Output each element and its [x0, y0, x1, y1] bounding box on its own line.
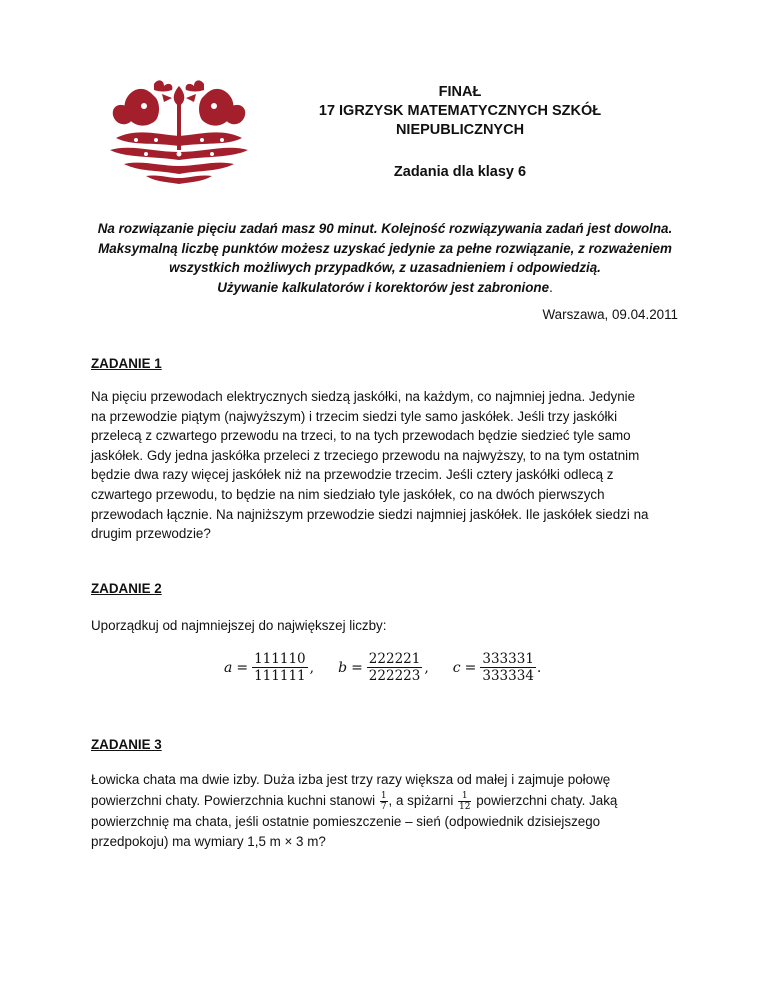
calculator-ban-text: Używanie kalkulatorów i korektorów jest zabronione: [217, 279, 550, 295]
fraction-denominator: 222223: [368, 668, 421, 684]
equals-sign: =: [236, 659, 249, 676]
fractions-formula: [224, 651, 541, 684]
fraction-numerator: 1: [461, 790, 468, 801]
wycinanka-roosters-icon: [106, 76, 252, 184]
task-1-line: przewodach łącznie. Na najniższym przewodzie siedzi najmniej jaskółek. Ile jaskółek siedzi na: [91, 506, 649, 522]
instructions-line-4: [82, 278, 688, 298]
task-1-line: drugim przewodzie?: [91, 526, 211, 542]
fraction-one-seventh: [380, 791, 388, 812]
task-2-text: Uporządkuj od najmniejszej do największej liczby:: [91, 618, 387, 633]
fraction-separator: ,: [424, 659, 429, 676]
task-3-line: [91, 791, 691, 812]
task-2-heading: ZADANIE 2: [91, 581, 162, 596]
instructions: [82, 219, 688, 297]
task-3-text: [91, 770, 691, 853]
fraction-separator: ,: [309, 659, 315, 676]
instructions-line-3: wszystkich możliwych przypadków, z uzasadnieniem i odpowiedzią.: [169, 260, 601, 275]
task-1-text: [91, 387, 691, 544]
instructions-line-1: Na rozwiązanie pięciu zadań masz 90 minut. Kolejność rozwiązywania zadań jest dowolna.: [97, 221, 673, 236]
fraction-denominator: 111111: [254, 668, 306, 684]
fraction-var-a: a: [224, 659, 233, 676]
fraction-var-c: c: [452, 659, 461, 676]
title-line-3: NIEPUBLICZNYCH: [395, 122, 525, 138]
instructions-line-2: Maksymalną liczbę punktów możesz uzyskać jedynie za pełne rozwiązanie, z rozważeniem: [98, 240, 672, 256]
task-1-line: czwartego przewodu, to będzie na nim siedziało tyle jaskółek, co na dwóch pierwszych: [91, 486, 605, 502]
task-3-line: Łowicka chata ma dwie izby. Duża izba jest trzy razy większa od małej i zajmuje połowę: [91, 772, 611, 787]
task-1-line: będzie dwa razy więcej jaskółek niż na przewodzie trzecim. Jeśli cztery jaskółki odlecą z: [91, 467, 614, 483]
task-3-line-part: powierzchni chaty. Powierzchnia kuchni stanowi: [91, 792, 376, 808]
fraction-denominator: 12: [459, 801, 471, 812]
fraction-a: [252, 651, 308, 684]
fraction-one-twelfth: [458, 791, 471, 812]
fraction-b: [367, 651, 423, 684]
equals-sign: =: [464, 659, 477, 676]
fraction-denominator: 7: [380, 801, 387, 812]
place-date: Warszawa, 09.04.2011: [542, 307, 678, 322]
task-3-heading: ZADANIE 3: [91, 737, 162, 752]
fraction-denominator: 333334: [482, 668, 534, 684]
class-subtitle: Zadania dla klasy 6: [393, 164, 527, 180]
task-3-line-part: powierzchni chaty. Jaką: [476, 792, 618, 808]
title-line-2: 17 IGRZYSK MATEMATYCZNYCH SZKÓŁ: [318, 103, 602, 119]
task-3-line-part: , a spiżarni: [388, 792, 454, 808]
title-line-1: FINAŁ: [438, 84, 482, 100]
task-3-line: przedpokoju) ma wymiary 1,5 m × 3 m?: [91, 834, 326, 849]
task-1-heading: ZADANIE 1: [91, 356, 162, 371]
fraction-numerator: 222221: [368, 651, 421, 667]
task-1-line: na przewodzie piątym (najwyższym) i trzecim siedzi tyle samo jaskółek. Jeśli trzy jaskółki: [91, 408, 618, 424]
equals-sign: =: [351, 659, 363, 676]
task-1-line: Na pięciu przewodach elektrycznych siedzą jaskółki, na każdym, co najmniej jedna. Jedynie: [91, 389, 636, 404]
fraction-numerator: 1: [380, 790, 387, 801]
fraction-numerator: 111110: [254, 651, 306, 667]
fraction-separator: .: [536, 659, 542, 676]
fraction-var-b: b: [338, 659, 348, 676]
task-3-line: powierzchnię ma chata, jeśli ostatnie pomieszczenie – sień (odpowiednik dzisiejszego: [91, 813, 601, 829]
contest-title: [280, 83, 640, 140]
calculator-ban-period: .: [549, 279, 553, 295]
fraction-c: [480, 651, 536, 684]
task-1-line: jaskółek. Gdy jedna jaskółka przeleci z trzeciego przewodu na najwyższy, to na tym ostatnim: [91, 447, 640, 463]
task-1-line: przelecą z czwartego przewodu na trzeci, to na tych przewodach będzie siedzieć tyle samo: [91, 428, 631, 444]
fraction-numerator: 333331: [482, 651, 534, 667]
